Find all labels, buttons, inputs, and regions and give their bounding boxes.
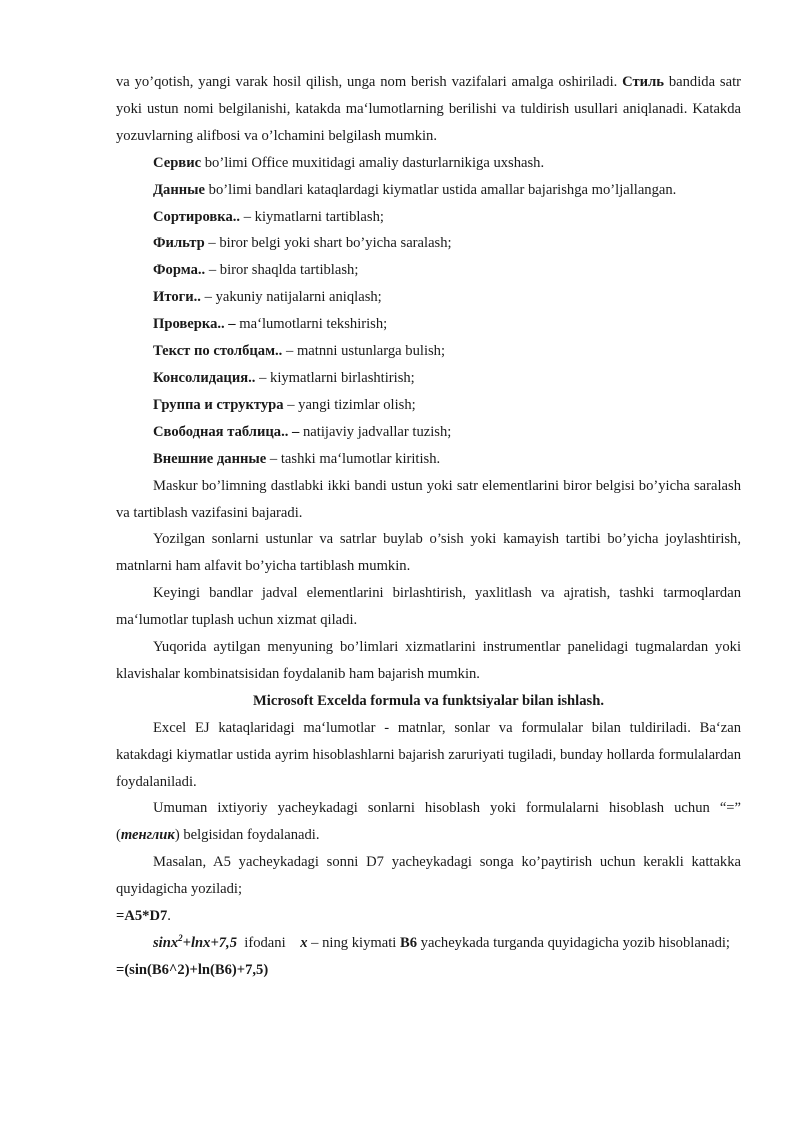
menu-item-sort bbox=[116, 204, 741, 231]
item-term: Группа и структура bbox=[153, 396, 284, 413]
term-tenglik: тенглик bbox=[120, 827, 175, 844]
item-text: – tashki ma‘lumotlar kiritish. bbox=[266, 450, 441, 467]
item-text: – kiymatlarni birlashtirish; bbox=[255, 369, 415, 386]
paragraph-text: ifodani bbox=[237, 935, 301, 951]
item-text: – biror belgi yoki shart bo’yicha saralash; bbox=[204, 235, 452, 252]
paragraph-excel: Excel EJ kataqlaridagi ma‘lumotlar - matnlar, sonlar va formulalar bilan tuldiriladi. Ba‘zan katakdagi kiymatlar ustida ayrim hisoblashlarni bajarish zaruriyati tugiladi, bunday hollarda formulalardan foydalaniladi. bbox=[116, 719, 741, 790]
paragraph-text: bo’limi bandlari kataqlardagi kiymatlar ustida amallar bajarishga mo’ljallangan. bbox=[205, 181, 677, 198]
menu-item-totals bbox=[116, 284, 741, 311]
paragraph-text: bo’limi Office muxitidagi amaliy dasturlarnikiga uxshash. bbox=[201, 154, 545, 171]
formula-expression: =A5*D7 bbox=[116, 908, 168, 925]
item-text: – yakuniy natijalarni aniqlash; bbox=[200, 289, 382, 306]
item-term: Сортировка.. bbox=[153, 208, 241, 225]
paragraph-sin bbox=[116, 930, 741, 957]
term-stil: Стиль bbox=[622, 74, 664, 90]
item-text: – kiymatlarni tartiblash; bbox=[240, 208, 384, 225]
item-term: Свободная таблица.. – bbox=[153, 423, 300, 440]
menu-item-form bbox=[116, 257, 741, 284]
item-term: Фильтр bbox=[153, 235, 205, 252]
exponent: 2 bbox=[178, 933, 183, 943]
paragraph-yuqorida: Yuqorida aytilgan menyuning bo’limlari xizmatlarini instrumentlar panelidagi tugmalardan yoki klavishalar kombinatsisidan foydalanib ham bajarish mumkin. bbox=[116, 639, 741, 682]
paragraph-keyingi: Keyingi bandlar jadval elementlarini birlashtirish, yaxlitlash va ajratish, tashki tarmoqlardan ma‘lumotlar tuplash uchun xizmat qiladi. bbox=[116, 585, 741, 629]
paragraph-stil bbox=[116, 69, 741, 150]
paragraph-masalan: Masalan, A5 yacheykadagi sonni D7 yacheykadagi songa ko’paytirish uchun kerakli kattakka quyidagicha yoziladi; bbox=[116, 854, 741, 898]
cell-reference: B6 bbox=[399, 935, 417, 951]
menu-item-pivot bbox=[116, 419, 741, 446]
item-text: – biror shaqlda tartiblash; bbox=[205, 262, 359, 279]
paragraph-text: – ning kiymati bbox=[307, 935, 400, 951]
formula-line-1 bbox=[116, 903, 741, 930]
menu-item-group bbox=[116, 392, 741, 419]
item-text: natijaviy jadvallar tuzish; bbox=[299, 423, 452, 440]
term-dannye: Данные bbox=[153, 181, 206, 198]
term-servis: Сервис bbox=[153, 154, 202, 171]
paragraph-text: yacheykada turganda quyidagicha yozib hisoblanadi; bbox=[417, 935, 730, 951]
formula-line-2: =(sin(B6^2)+ln(B6)+7,5) bbox=[116, 961, 269, 978]
item-term: Внешние данные bbox=[153, 450, 267, 467]
section-heading: Microsoft Excelda formula va funktsiyalar bilan ishlash. bbox=[253, 692, 604, 709]
menu-item-consolidate bbox=[116, 365, 741, 392]
paragraph-dannye bbox=[116, 177, 741, 204]
item-text: – matnni ustunlarga bulish; bbox=[282, 343, 446, 360]
variable-x: x bbox=[300, 935, 308, 951]
paragraph-servis bbox=[116, 150, 741, 177]
menu-item-validation bbox=[116, 311, 741, 338]
paragraph-umuman bbox=[116, 795, 741, 849]
menu-item-external-data bbox=[116, 446, 741, 473]
item-term: Консолидация.. bbox=[153, 369, 256, 386]
paragraph-text: Umuman ixtiyoriy yacheykadagi sonlarni hisoblash yoki formulalarni hisoblash uchun “=” ( bbox=[116, 800, 741, 844]
menu-item-text-to-columns bbox=[116, 338, 741, 365]
paragraph-text: va yo’qotish, yangi varak hosil qilish, unga nom berish vazifalari amalga oshiriladi. bbox=[116, 74, 623, 90]
item-term: Форма.. bbox=[153, 262, 206, 279]
formula-period: . bbox=[167, 908, 171, 925]
paragraph-text: ) belgisidan foydalanadi. bbox=[174, 827, 320, 844]
paragraph-maskur: Maskur bo’limning dastlabki ikki bandi ustun yoki satr elementlarini biror belgisi bo’yicha saralash va tartiblash vazifasini bajaradi. bbox=[116, 477, 741, 521]
paragraph-yozilgan: Yozilgan sonlarni ustunlar va satrlar buylab o’sish yoki kamayish tartibi bo’yicha joylashtirish, matnlarni ham alfavit bo’yicha tartiblash mumkin. bbox=[116, 531, 741, 575]
math-expression: sinx$^2$+lnx+7,5 bbox=[153, 933, 237, 951]
page-content bbox=[116, 69, 741, 984]
item-text: – yangi tizimlar olish; bbox=[283, 396, 416, 413]
menu-item-filter bbox=[116, 230, 741, 257]
item-term: Проверка.. – bbox=[153, 316, 236, 333]
item-term: Текст по столбцам.. bbox=[153, 343, 283, 360]
item-text: ma‘lumotlarni tekshirish; bbox=[235, 316, 388, 333]
item-term: Итоги.. bbox=[153, 289, 201, 306]
paragraph-text: bandida satr yoki ustun nomi belgilanishi, katakda ma‘lumotlarning berilishi va tuldirish usullari aniqlanadi. Katakda yozuvlarning alifbosi va o’lchamini belgilash mumkin. bbox=[116, 74, 741, 144]
